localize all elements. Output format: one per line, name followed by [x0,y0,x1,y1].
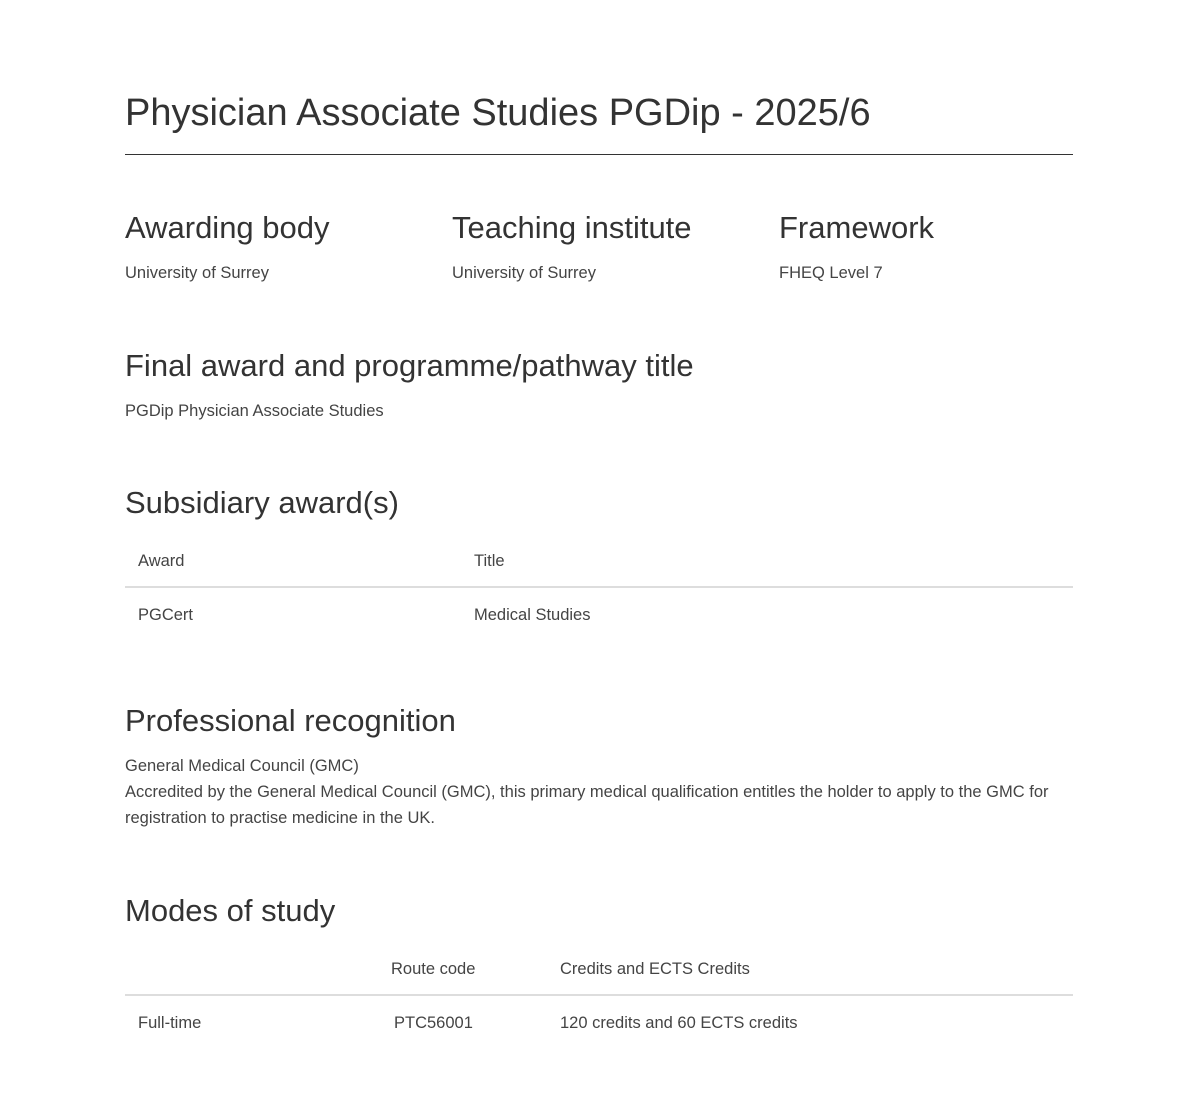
table-header-row [125,536,1073,587]
final-award-section [125,346,1073,424]
professional-body: General Medical Council (GMC) [125,757,359,775]
modes-of-study-heading: Modes of study [125,893,336,928]
modes-of-study-table [125,944,1073,1050]
teaching-institute-value: University of Surrey [452,264,596,282]
column-header-award: Award [125,536,461,587]
subsidiary-awards-heading: Subsidiary award(s) [125,485,399,520]
teaching-institute-heading: Teaching institute [452,210,692,245]
professional-description: Accredited by the General Medical Council (GMC), this primary medical qualification entitles the holder to apply to the GMC for registration to practise medicine in the UK. [125,783,1049,827]
modes-of-study-section [125,891,1073,1050]
table-row [125,995,1073,1050]
final-award-value: PGDip Physician Associate Studies [125,402,384,420]
award-cell: PGCert [138,605,194,624]
professional-recognition-section [125,701,1073,831]
framework-heading: Framework [779,210,935,245]
column-header-route-code: Route code [378,944,547,995]
credits-cell: 120 credits and 60 ECTS credits [560,1013,798,1032]
column-header-title: Title [461,536,1073,587]
subsidiary-awards-section [125,483,1073,642]
table-row [125,587,1073,642]
table-header-row [125,944,1073,995]
awarding-body-block [125,208,330,286]
page-title: Physician Associate Studies PGDip - 2025/6 [125,92,871,134]
awarding-body-heading: Awarding body [125,210,330,245]
professional-recognition-heading: Professional recognition [125,703,456,738]
route-code-cell: PTC56001 [394,1013,473,1032]
final-award-heading: Final award and programme/pathway title [125,348,694,383]
framework-block [779,208,934,286]
column-header-mode [125,944,378,995]
subsidiary-awards-table [125,536,1073,642]
mode-cell: Full-time [138,1013,202,1032]
framework-value: FHEQ Level 7 [779,264,883,282]
teaching-institute-block [452,208,692,286]
column-header-credits: Credits and ECTS Credits [547,944,1073,995]
awarding-body-value: University of Surrey [125,264,269,282]
title-cell: Medical Studies [474,605,591,624]
title-divider [125,154,1073,155]
